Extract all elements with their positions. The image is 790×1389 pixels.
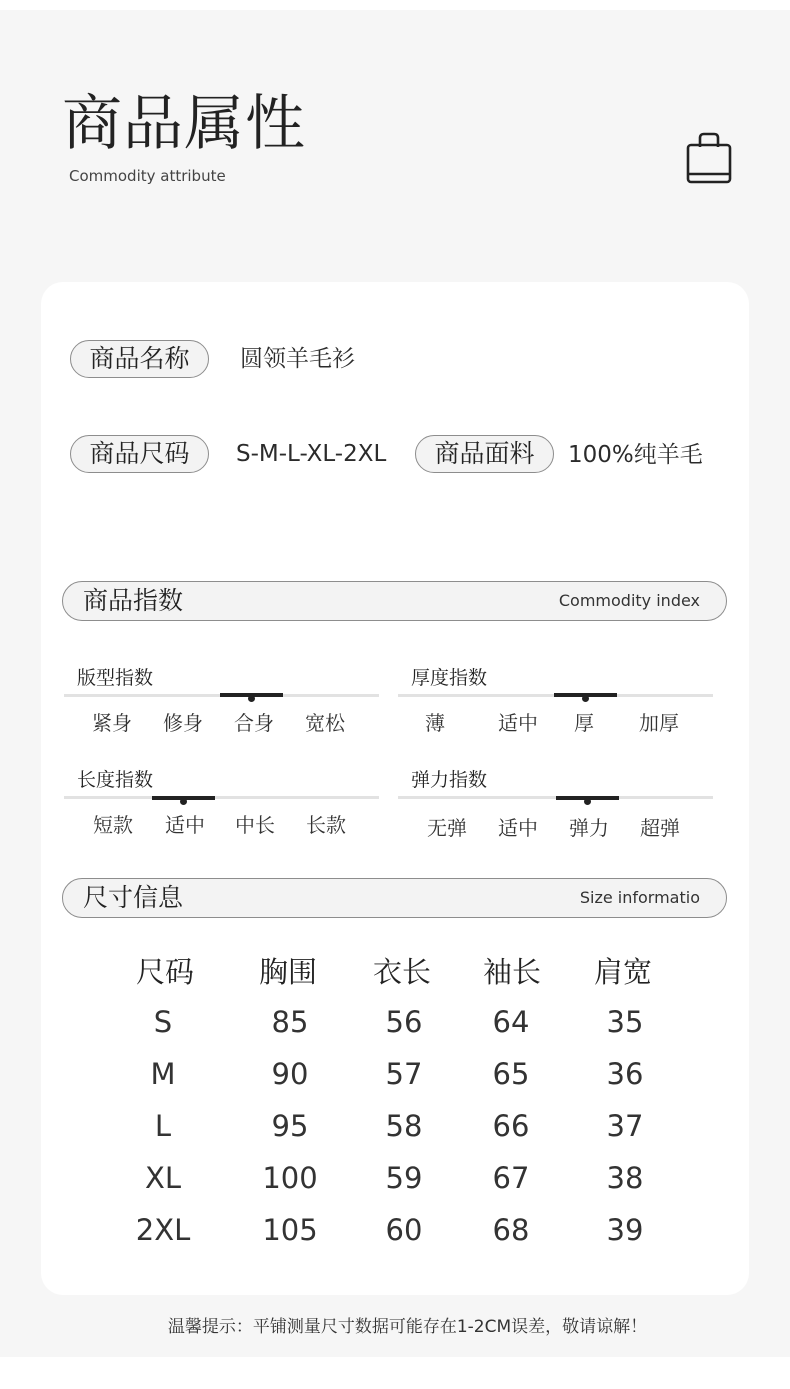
fit-index-option-selected: 合身 xyxy=(234,711,274,735)
size-cell: 67 xyxy=(492,1161,530,1195)
size-cell: 64 xyxy=(492,1005,530,1039)
size-cell: 35 xyxy=(606,1005,644,1039)
size-cell: 105 xyxy=(262,1213,318,1247)
size-cell: 38 xyxy=(606,1161,644,1195)
fit-index-option: 修身 xyxy=(163,711,203,735)
fit-index-option: 紧身 xyxy=(92,711,132,735)
size-cell: 90 xyxy=(271,1057,309,1091)
elasticity-index-marker-dot xyxy=(584,798,591,805)
size-info-title: 尺寸信息 xyxy=(83,883,184,912)
thickness-index-option: 加厚 xyxy=(639,711,679,735)
fit-index-option: 宽松 xyxy=(305,711,345,735)
size-table-header: 尺码 xyxy=(135,955,194,989)
length-index-marker-dot xyxy=(180,798,187,805)
size-cell: 37 xyxy=(606,1109,644,1143)
size-cell: L xyxy=(154,1109,172,1143)
size-table-header: 袖长 xyxy=(482,955,541,989)
attr-fabric-value: 100%纯羊毛 xyxy=(568,442,703,468)
fit-index-marker-dot xyxy=(248,695,255,702)
size-cell: 57 xyxy=(385,1057,423,1091)
length-index-track xyxy=(64,796,379,799)
page-subtitle: Commodity attribute xyxy=(69,167,226,185)
size-table-header: 衣长 xyxy=(372,955,431,989)
size-cell: XL xyxy=(144,1161,182,1195)
size-cell: 59 xyxy=(385,1161,423,1195)
length-index-option: 短款 xyxy=(93,813,133,837)
size-cell: 58 xyxy=(385,1109,423,1143)
size-cell: 65 xyxy=(492,1057,530,1091)
thickness-index-marker-dot xyxy=(582,695,589,702)
thickness-index-option-selected: 厚 xyxy=(574,711,594,735)
thickness-index-option: 适中 xyxy=(498,711,538,735)
commodity-index-title-en: Commodity index xyxy=(558,591,700,610)
commodity-index-bar xyxy=(62,581,727,621)
size-cell: M xyxy=(150,1057,176,1091)
size-cell: 56 xyxy=(385,1005,423,1039)
length-index-option: 长款 xyxy=(306,813,346,837)
size-cell: 85 xyxy=(271,1005,309,1039)
attr-fabric-label: 商品面料 xyxy=(415,435,554,473)
page-title: 商品属性 xyxy=(62,89,306,159)
size-cell: S xyxy=(153,1005,173,1039)
fit-index-title: 版型指数 xyxy=(77,667,154,689)
elasticity-index-title: 弹力指数 xyxy=(411,769,488,791)
length-index-option: 中长 xyxy=(235,813,275,837)
thickness-index-option: 薄 xyxy=(425,711,445,735)
measurement-note: 温馨提示：平铺测量尺寸数据可能存在1-2CM误差，敬请谅解！ xyxy=(167,1317,648,1337)
shopping-bag-icon xyxy=(686,132,732,184)
size-info-bar xyxy=(62,878,727,918)
attr-size-value: S-M-L-XL-2XL xyxy=(236,441,387,467)
elasticity-index-option-selected: 弹力 xyxy=(569,816,609,840)
size-table-header: 肩宽 xyxy=(593,955,652,989)
commodity-index-title: 商品指数 xyxy=(83,586,184,615)
size-cell: 68 xyxy=(492,1213,530,1247)
size-cell: 36 xyxy=(606,1057,644,1091)
size-cell: 2XL xyxy=(135,1213,191,1247)
length-index-option-selected: 适中 xyxy=(165,813,205,837)
size-cell: 100 xyxy=(262,1161,318,1195)
elasticity-index-option: 适中 xyxy=(498,816,538,840)
elasticity-index-option: 超弹 xyxy=(640,816,680,840)
size-table-header: 胸围 xyxy=(258,955,317,989)
size-cell: 60 xyxy=(385,1213,423,1247)
size-info-title-en: Size informatio xyxy=(579,888,700,907)
attr-name-label: 商品名称 xyxy=(70,340,209,378)
size-cell: 39 xyxy=(606,1213,644,1247)
attr-name-value: 圆领羊毛衫 xyxy=(240,346,355,372)
attr-size-label: 商品尺码 xyxy=(70,435,209,473)
size-cell: 95 xyxy=(271,1109,309,1143)
elasticity-index-option: 无弹 xyxy=(427,816,467,840)
thickness-index-title: 厚度指数 xyxy=(411,667,488,689)
size-cell: 66 xyxy=(492,1109,530,1143)
length-index-title: 长度指数 xyxy=(77,769,154,791)
